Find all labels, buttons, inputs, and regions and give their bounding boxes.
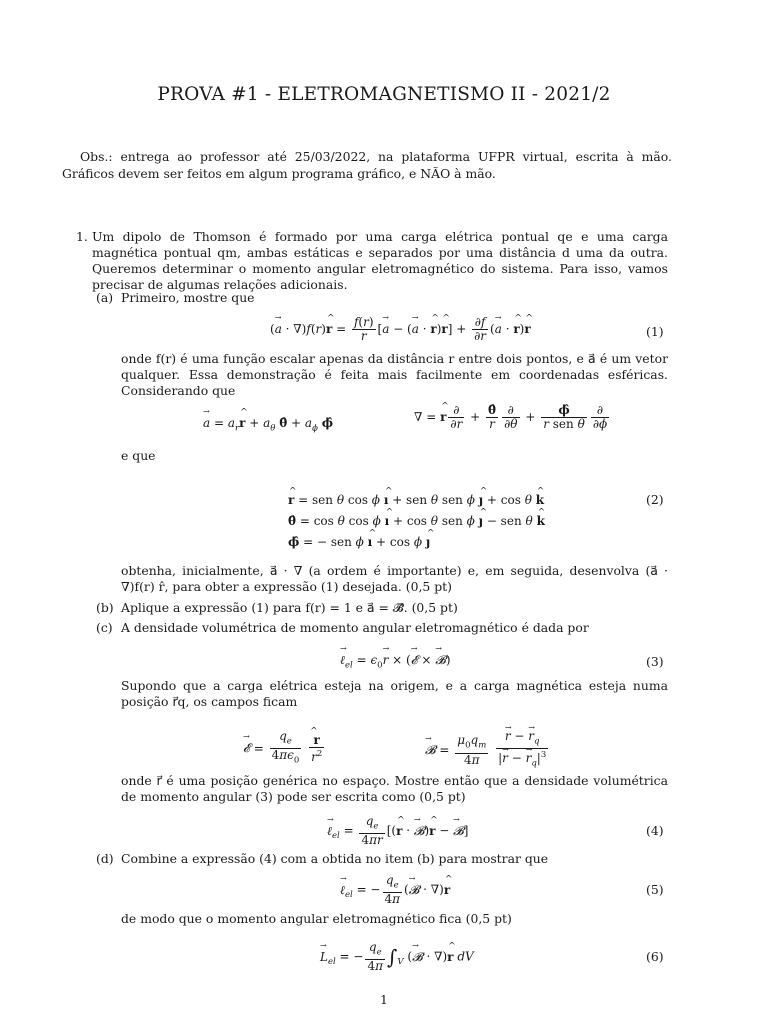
equation-number-6: (6) [646,949,664,964]
equation-number-1: (1) [646,324,664,339]
equation-3: → ℓ$_{el}$ = $\epsilon_0\to r$ × (→ 𝓔 × → 𝓑) [340,653,451,670]
equation-number-2: (2) [646,492,664,507]
item-d-paragraph: de modo que o momento angular eletromagnético fica (0,5 pt) [121,911,512,926]
equation-number-3: (3) [646,654,664,669]
item-a-label: (a) [96,290,114,305]
equation-field-E: → 𝓔 = $\frac{q_e}{4\pi\epsilon_0}$ ^ $\frac{r}{r^2}$ [243,730,326,768]
equation-nabla: ∇ = ^ r $\frac{\partial}{\partial r}$ + $\frac{\thetâ}{r}$ $\frac{\partial}{\partial\theta}$ + $\frac{\phî}{\text{r sen θ}}$ $\frac{\partial}{\partial\phi}$ [414,404,611,431]
question-number: 1. [76,229,88,244]
equation-2: ^ r = sen θ cos ϕ ^ ı + sen θ sen ϕ ^ ȷ + cos θ ^ k θ̂ = cos θ cos ϕ ^ ı + cos θ sen ϕ ^ ȷ − sen θ ^ k ϕ̂ = − sen ϕ ^ ı + cos ϕ ^ ȷ [288,490,545,553]
page-number: 1 [380,992,388,1007]
item-a-paragraph-2: obtenha, inicialmente, a⃗ · ∇ (a ordem é importante) e, em seguida, desenvolva (a⃗ · ∇)f(r) r̂, para obter a expressão (1) desejada. (0,5 pt) [121,563,668,594]
exam-title: PROVA #1 - ELETROMAGNETISMO II - 2021/2 [157,84,611,105]
item-c-paragraph-2: onde r⃗ é uma posição genérica no espaço. Mostre então que a densidade volumétrica de momento angular (3) pode ser escrita como (0,5 pt) [121,773,668,804]
observation-note: Obs.: entrega ao professor até 25/03/2022, na plataforma UFPR virtual, escrita à mão. Gráficos devem ser feitos em algum programa gráfico, e NÃO à mão. [62,149,672,181]
item-a-text: Primeiro, mostre que [121,290,255,305]
equation-6: → $L_{el}$ = − $\frac{q_e}{4\pi}$ $\int_V$ (→ 𝓑 · ∇)^ r dV [320,941,474,973]
equation-field-B: → 𝓑 = $\frac{\mu_0q_m}{4\pi}$ → $\frac{r - \to r_q}{|\to r - \to r_q|^3}$ [425,730,550,771]
equation-5: → ℓ$_{el}$ = − $\frac{q_e}{4\pi}$ (→ 𝓑 · ∇)^ r [340,874,450,906]
equation-number-4: (4) [646,823,664,838]
equation-1: (→ a · ∇)f(r)^ r = $\frac{f(r)}{r}$ [→ a − (→ a · ^ r)^ r] + $\frac{\partial f}{\partial r}$ (→ a · ^ r)^ r [270,316,531,343]
item-b-text: Aplique a expressão (1) para f(r) = 1 e a⃗ = 𝓑⃗. (0,5 pt) [121,600,458,615]
equation-number-5: (5) [646,882,664,897]
equation-vector-a: → $a = a_r\^{}$ $r + a_\theta$ θ̂ + $a_\phi$ ϕ̂ [203,416,333,433]
item-d-text: Combine a expressão (4) com a obtida no item (b) para mostrar que [121,851,549,866]
equation-4: → ℓ$_{el}$ = $\frac{q_e}{4\pi r}$ [(^ r · → 𝓑)^ r − → 𝓑] [327,815,468,847]
item-c-text: A densidade volumétrica de momento angular eletromagnético é dada por [121,620,589,635]
item-d-label: (d) [96,851,114,866]
item-b-label: (b) [96,600,114,615]
question-1 [76,229,668,293]
item-c-label: (c) [96,620,113,635]
question-text: Um dipolo de Thomson é formado por uma carga elétrica pontual qe e uma carga magnética pontual qm, ambas estáticas e separados por uma distância d uma da outra. Queremos determinar o momento angular eletromagnético do sistema. Para isso, vamos precisar de algumas relações adicionais. [92,229,668,292]
item-c-paragraph-1: Supondo que a carga elétrica esteja na origem, e a carga magnética esteja numa posição r⃗q, os campos ficam [121,678,668,709]
item-a-paragraph-1: onde f(r) é uma função escalar apenas da distância r entre dois pontos, e a⃗ é um vetor qualquer. Essa demonstração é feita mais facilmente em coordenadas esféricas. Considerando que [121,351,668,398]
item-a-e-que: e que [121,448,156,463]
